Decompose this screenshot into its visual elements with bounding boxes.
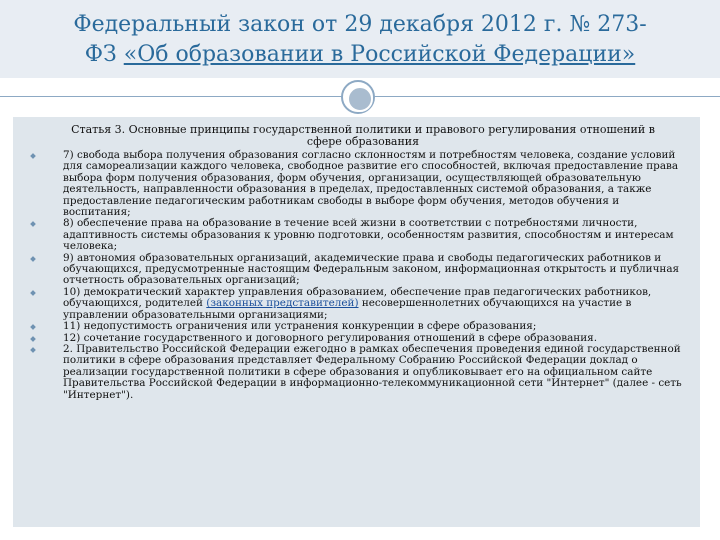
list-item	[31, 150, 688, 218]
list-item	[31, 253, 688, 287]
diamond-bullet-icon	[30, 222, 36, 228]
diamond-bullet-icon	[30, 336, 36, 342]
list-item-text-after-link: несовершеннолетних обучающихся на участие в управлении образовательными организациями;	[63, 297, 632, 321]
content-box	[13, 117, 700, 527]
diamond-bullet-icon	[30, 324, 36, 330]
circle-ornament-icon	[341, 80, 375, 114]
diamond-bullet-icon	[30, 256, 36, 262]
list-item-text-before-link: 10) демократический характер управления образованием, обеспечение прав педагогических работников, обучающихся, родителей	[63, 285, 652, 310]
title-area	[0, 0, 720, 78]
legal-representatives-link[interactable]: (законных представителей)	[206, 297, 359, 310]
diamond-bullet-icon	[30, 290, 36, 296]
list-item-text: 12) сочетание государственного и договорного регулирования отношений в сфере образования.	[63, 331, 598, 344]
list-item	[31, 344, 688, 401]
diamond-bullet-icon	[30, 153, 36, 159]
title-line-1: Федеральный закон от 29 декабря 2012 г. № 273-	[73, 12, 647, 37]
circle-ornament-inner	[347, 86, 373, 112]
list-item	[31, 218, 688, 252]
principles-list	[31, 150, 688, 401]
title-line-2-underlined: «Об образовании в Российской Федерации»	[123, 42, 636, 67]
list-item-text: 8) обеспечение права на образование в течение всей жизни в соответствии с потребностями личности, адаптивность системы образования к уровню подготовки, особенностям развития, способностям и интересам человека;	[63, 217, 674, 253]
list-item-text: 7) свобода выбора получения образования согласно склонностям и потребностям человека, создание условий для самореализации каждого человека, свободное развитие его способностей, включая предоставление права выбора форм получения образования, форм обучения, организации, осуществляющей образовательную деятельность, направленности образования в пределах, предоставленных системой образования, а также предоставление педагогическим работникам свободы в выборе форм обучения, методов обучения и воспитания;	[63, 149, 679, 219]
title-line-2-prefix: ФЗ	[84, 42, 124, 67]
list-item	[31, 287, 688, 321]
list-item-text: 11) недопустимость ограничения или устранения конкуренции в сфере образования;	[63, 320, 537, 333]
slide-title	[0, 0, 720, 70]
diamond-bullet-icon	[30, 347, 36, 353]
list-item-text: 9) автономия образовательных организаций, академические права и свободы педагогических работников и обучающихся, предусмотренные настоящим Федеральным законом, информационная открытость и публичная отчетность образовательных организаций;	[63, 251, 680, 287]
article-title: Статья 3. Основные принципы государственной политики и правового регулирования отношений в сфере образования	[71, 123, 655, 148]
list-item-text: 2. Правительство Российской Федерации ежегодно в рамках обеспечения проведения единой государственной политики в сфере образования представляет Федеральному Собранию Российской Федерации доклад о реализации государственной политики в сфере образования и опубликовывает его на официальном сайте Правительства Российской Федерации в информационно-телекоммуникационной сети "Интернет" (далее - сеть "Интернет").	[63, 342, 682, 401]
